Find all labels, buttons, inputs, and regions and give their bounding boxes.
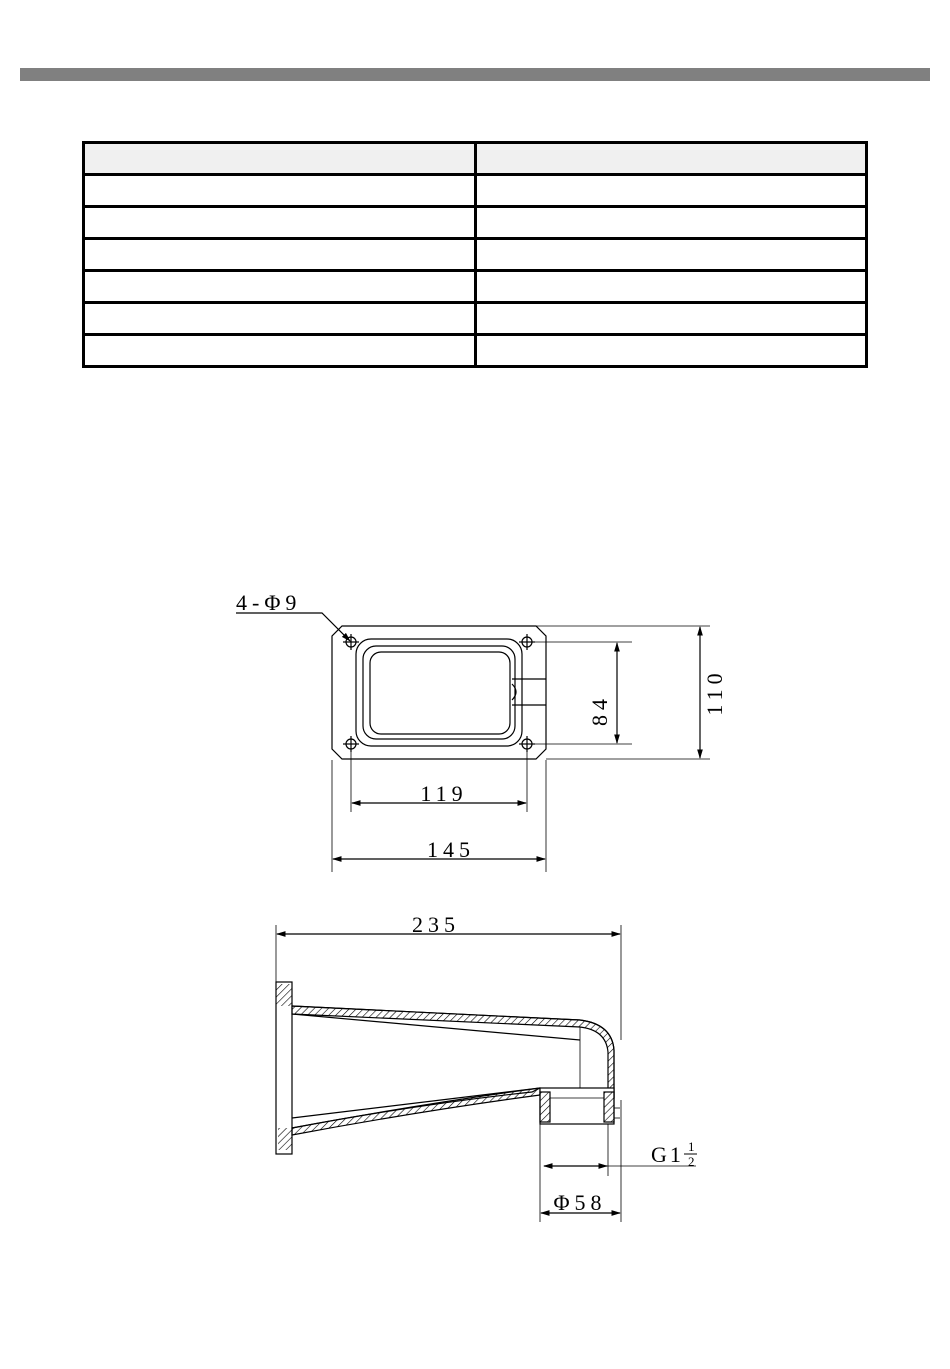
dim-235-label: 235 <box>412 912 460 937</box>
outlet-left-hatch <box>540 1092 550 1122</box>
thread-label-prefix: G1 <box>651 1142 684 1167</box>
flange-top-hatch <box>276 984 292 1006</box>
dim-84-label: 84 <box>587 694 612 726</box>
flange-bottom-hatch <box>278 1128 292 1150</box>
side-view <box>276 925 696 1222</box>
hole-leader <box>236 613 350 641</box>
arm-wall-bottom <box>292 1088 540 1135</box>
plate-rim-inner <box>370 652 510 734</box>
cable-slot <box>512 679 546 705</box>
plate-rim-mid <box>363 646 515 739</box>
dim-110-label: 110 <box>702 668 727 716</box>
hole-callout-label: 4-Φ9 <box>236 590 302 615</box>
thread-label-denominator: 2 <box>688 1154 695 1169</box>
outlet-body <box>540 1088 614 1124</box>
dim-119-label: 119 <box>420 781 468 806</box>
thread-label-numerator: 1 <box>688 1139 695 1154</box>
dim-58-label: Φ58 <box>553 1190 607 1215</box>
plate-rim-outer <box>356 639 522 746</box>
arm-wall-top <box>292 1006 614 1098</box>
outlet-right-hatch <box>604 1092 614 1122</box>
dim-145-label: 145 <box>427 837 475 862</box>
top-view <box>236 613 710 872</box>
